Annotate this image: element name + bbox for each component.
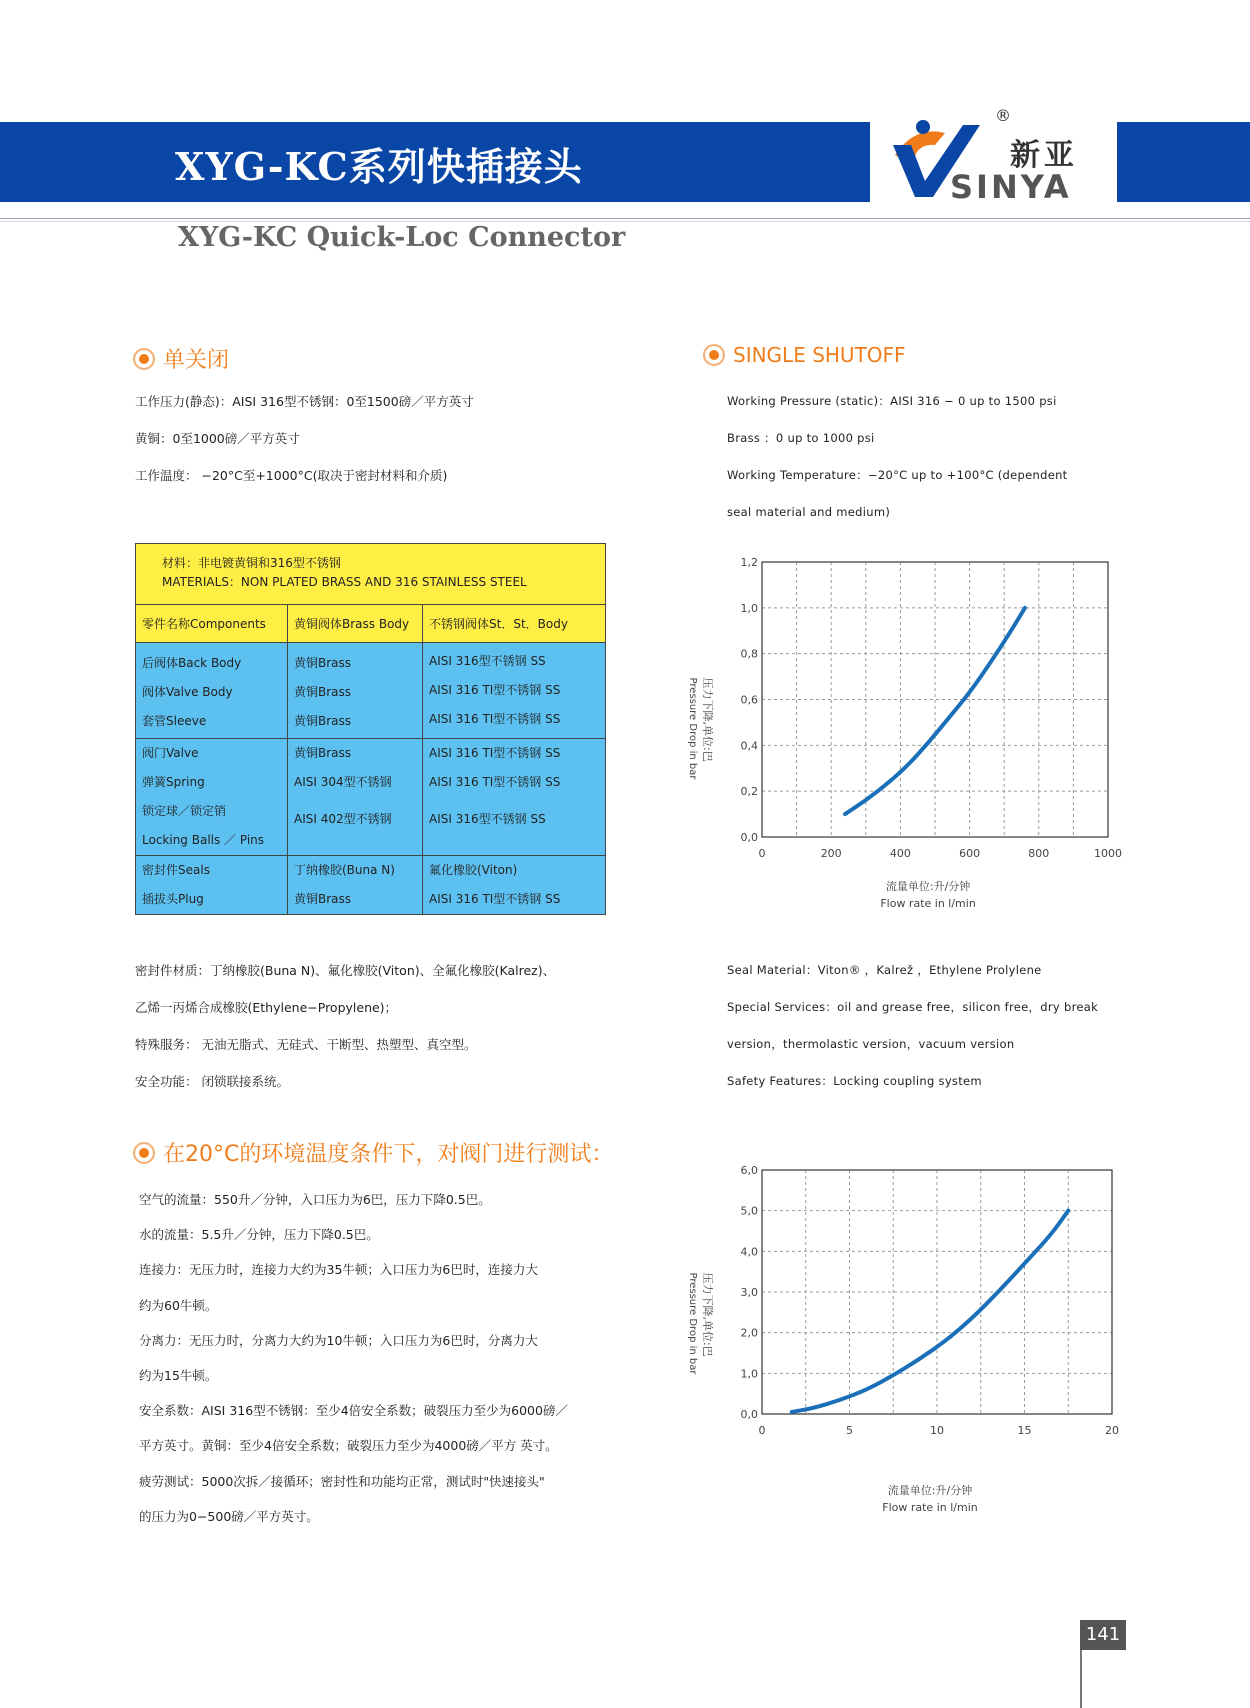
- logo-registered-mark: ®: [995, 106, 1011, 125]
- x-tick-label: 10: [930, 1424, 944, 1437]
- test-line: 疲劳测试：5000次拆／接循环；密封性和功能均正常，测试时"快速接头": [139, 1473, 545, 1489]
- spec-line: Working Pressure (static)：AISI 316 − 0 up to 1500 psi: [727, 394, 1057, 408]
- table-row-group-3: [136, 856, 606, 915]
- test-line: 水的流量：5.5升／分钟，压力下降0.5巴。: [139, 1227, 379, 1243]
- components-cell: [136, 739, 288, 856]
- y-axis-label-zh: 压力下降,单位:巴: [701, 1272, 714, 1357]
- y-tick-label: 5,0: [740, 1204, 758, 1218]
- component-name: Locking Balls ／ Pins: [142, 833, 265, 847]
- x-axis-label-zh: 流量单位:升/分钟: [885, 880, 971, 893]
- pressure-drop-chart-1: [680, 555, 1130, 915]
- x-tick-label: 0: [758, 847, 766, 860]
- steel-cell: [423, 739, 606, 856]
- seal-line: 密封件材质：丁纳橡胶(Buna N)、氟化橡胶(Viton)、全氟化橡胶(Kalrez)、: [135, 963, 556, 978]
- component-name: 锁定球／锁定销: [142, 804, 227, 818]
- test-line: 连接力：无压力时，连接力大约为35牛顿；入口压力为6巴时，连接力大: [139, 1262, 538, 1278]
- y-tick-label: 0,4: [740, 739, 758, 753]
- brass-cell: [288, 643, 423, 739]
- bullet-circle-icon: [133, 1142, 155, 1164]
- y-tick-label: 0,0: [740, 1408, 758, 1421]
- test-line: 分离力：无压力时，分离力大约为10牛顿；入口压力为6巴时，分离力大: [139, 1332, 538, 1348]
- spec-line: Brass ：0 up to 1000 psi: [727, 431, 875, 445]
- x-axis-label-en: Flow rate in l/min: [882, 1501, 978, 1514]
- y-axis-label-en: Pressure Drop in bar: [687, 677, 698, 780]
- component-name: 套管Sleeve: [142, 714, 207, 728]
- x-tick-label: 600: [959, 847, 981, 860]
- y-tick-label: 0,0: [740, 831, 758, 844]
- materials-header-cell: [136, 544, 606, 605]
- page-number-rule: [1080, 1650, 1082, 1708]
- y-tick-label: 0,2: [740, 785, 758, 799]
- seal-line: Safety Features：Locking coupling system: [727, 1074, 982, 1088]
- section-title: 在20°C的环境温度条件下，对阀门进行测试：: [163, 1142, 614, 1167]
- y-tick-label: 1,2: [740, 556, 758, 569]
- x-tick-label: 800: [1028, 847, 1050, 860]
- test-line: 约为60牛顿。: [139, 1297, 218, 1313]
- component-name: 弹簧Spring: [142, 775, 205, 789]
- chart-series-line: [792, 1211, 1069, 1412]
- brass-value: 黄铜Brass: [294, 746, 352, 760]
- brass-value: 黄铜Brass: [294, 892, 352, 906]
- table-row-group-2: [136, 739, 606, 856]
- steel-cell: [423, 856, 606, 915]
- steel-value: AISI 316 TI型不锈钢 SS: [429, 712, 561, 726]
- component-name: 阀体Valve Body: [142, 685, 233, 699]
- y-tick-label: 2,0: [740, 1326, 758, 1340]
- seal-list-zh: [135, 952, 555, 1100]
- x-axis-label-en: Flow rate in l/min: [880, 897, 976, 910]
- col-header-components: 零件名称Components: [136, 605, 288, 643]
- x-tick-label: 200: [820, 847, 842, 860]
- materials-zh: 材料：非电镀黄铜和316型不锈钢: [162, 556, 341, 570]
- x-tick-label: 0: [758, 1424, 766, 1437]
- header-band-right: [1117, 122, 1250, 202]
- bullet-circle-icon: [703, 344, 725, 366]
- logo-text-zh: 新亚: [1010, 138, 1078, 173]
- seal-line: 乙烯一丙烯合成橡胶(Ethylene−Propylene)；: [135, 1000, 398, 1015]
- steel-value: AISI 316 TI型不锈钢 SS: [429, 775, 561, 789]
- test-line: 的压力为0−500磅／平方英寸。: [139, 1508, 319, 1524]
- chart-grid: [762, 1170, 1112, 1414]
- chart-series-line: [845, 608, 1025, 814]
- steel-value: AISI 316 TI型不锈钢 SS: [429, 683, 561, 697]
- section-test-conditions: [133, 1137, 613, 1168]
- y-tick-label: 3,0: [740, 1286, 758, 1299]
- spec-line: 黄铜：0至1000磅／平方英寸: [135, 431, 300, 446]
- x-tick-label: 20: [1105, 1424, 1119, 1437]
- chart-ticks: [741, 556, 1123, 860]
- component-name: 插拔头Plug: [142, 892, 204, 906]
- brass-value: 黄铜Brass: [294, 714, 352, 728]
- materials-en: MATERIALS：NON PLATED BRASS AND 316 STAINLESS STEEL: [162, 575, 527, 589]
- bullet-circle-icon: [133, 348, 155, 370]
- page-title-zh: XYG-KC系列快插接头: [175, 144, 583, 189]
- x-tick-label: 5: [846, 1424, 853, 1437]
- y-tick-label: 1,0: [740, 601, 758, 615]
- x-tick-label: 400: [889, 847, 911, 860]
- spec-line: Working Temperature：−20°C up to +100°C (dependent: [727, 468, 1068, 482]
- brass-value: AISI 402型不锈钢: [294, 812, 392, 826]
- steel-value: AISI 316型不锈钢 SS: [429, 654, 546, 668]
- spec-list-en: [727, 383, 1067, 531]
- brass-value: AISI 304型不锈钢: [294, 775, 392, 789]
- steel-value: 氟化橡胶(Viton): [429, 863, 518, 877]
- brass-value: 黄铜Brass: [294, 685, 352, 699]
- logo-mark-dot: [916, 120, 930, 134]
- steel-value: AISI 316 TI型不锈钢 SS: [429, 892, 561, 906]
- component-name: 密封件Seals: [142, 863, 210, 877]
- component-name: 后阀体Back Body: [142, 656, 242, 670]
- x-axis-label-zh: 流量单位:升/分钟: [887, 1484, 973, 1497]
- pressure-drop-chart-2: [680, 1158, 1130, 1528]
- seal-list-en: [727, 952, 1098, 1100]
- spec-line: seal material and medium): [727, 505, 891, 519]
- section-single-shutoff-en: [703, 343, 906, 367]
- materials-table: [135, 543, 606, 915]
- x-tick-label: 1000: [1094, 847, 1122, 860]
- section-single-shutoff-zh: [133, 343, 229, 374]
- components-cell: [136, 643, 288, 739]
- table-row-group-1: [136, 643, 606, 739]
- x-tick-label: 15: [1017, 1424, 1032, 1437]
- steel-value: AISI 316 TI型不锈钢 SS: [429, 746, 561, 760]
- y-axis-label-en: Pressure Drop in bar: [687, 1272, 698, 1375]
- brass-value: 丁纳橡胶(Buna N): [294, 863, 395, 877]
- spec-line: 工作压力(静态)：AISI 316型不锈钢：0至1500磅／平方英寸: [135, 394, 474, 409]
- spec-line: 工作温度： −20°C至+1000°C(取决于密封材料和介质): [135, 468, 448, 483]
- seal-line: version，thermolastic version，vacuum version: [727, 1037, 1015, 1051]
- steel-cell: [423, 643, 606, 739]
- chart-ticks: [741, 1164, 1120, 1437]
- y-tick-label: 0,8: [740, 647, 758, 661]
- chart-grid: [762, 562, 1108, 837]
- brass-cell: [288, 856, 423, 915]
- spec-list-zh: [135, 383, 474, 494]
- section-title: 单关闭: [163, 348, 230, 373]
- components-cell: [136, 856, 288, 915]
- test-line: 约为15牛顿。: [139, 1368, 218, 1384]
- brass-cell: [288, 739, 423, 856]
- y-axis-label-zh: 压力下降,单位:巴: [701, 677, 714, 762]
- page-title-en: XYG-KC Quick-Loc Connector: [178, 222, 626, 253]
- y-tick-label: 1,0: [740, 1367, 758, 1381]
- header-divider: [0, 218, 1250, 219]
- col-header-steel: 不锈钢阀体St．St．Body: [423, 605, 606, 643]
- seal-line: Seal Material：Viton® ，Kalrež ，Ethylene Prolylene: [727, 963, 1042, 977]
- y-tick-label: 6,0: [740, 1164, 758, 1177]
- steel-value: AISI 316型不锈钢 SS: [429, 812, 546, 826]
- y-tick-label: 0,6: [740, 693, 758, 707]
- seal-line: 特殊服务： 无油无脂式、无硅式、干断型、热塑型、真空型。: [135, 1037, 477, 1052]
- logo-text-en: SINYA: [950, 168, 1072, 206]
- test-list-zh: [139, 1182, 568, 1534]
- section-title: SINGLE SHUTOFF: [733, 343, 906, 367]
- test-line: 空气的流量：550升／分钟，入口压力为6巴，压力下降0.5巴。: [139, 1192, 491, 1207]
- seal-line: Special Services：oil and grease free，silicon free，dry break: [727, 1000, 1099, 1014]
- page-number: 141: [1080, 1620, 1126, 1650]
- col-header-brass: 黄铜阀体Brass Body: [288, 605, 423, 643]
- component-name: 阀门Valve: [142, 746, 199, 760]
- y-tick-label: 4,0: [740, 1245, 758, 1259]
- seal-line: 安全功能： 闭锁联接系统。: [135, 1074, 289, 1089]
- test-line: 安全系数：AISI 316型不锈钢：至少4倍安全系数；破裂压力至少为6000磅／: [139, 1403, 568, 1419]
- test-line: 平方英寸。黄铜：至少4倍安全系数；破裂压力至少为4000磅／平方 英寸。: [139, 1438, 558, 1454]
- brass-value: 黄铜Brass: [294, 656, 352, 670]
